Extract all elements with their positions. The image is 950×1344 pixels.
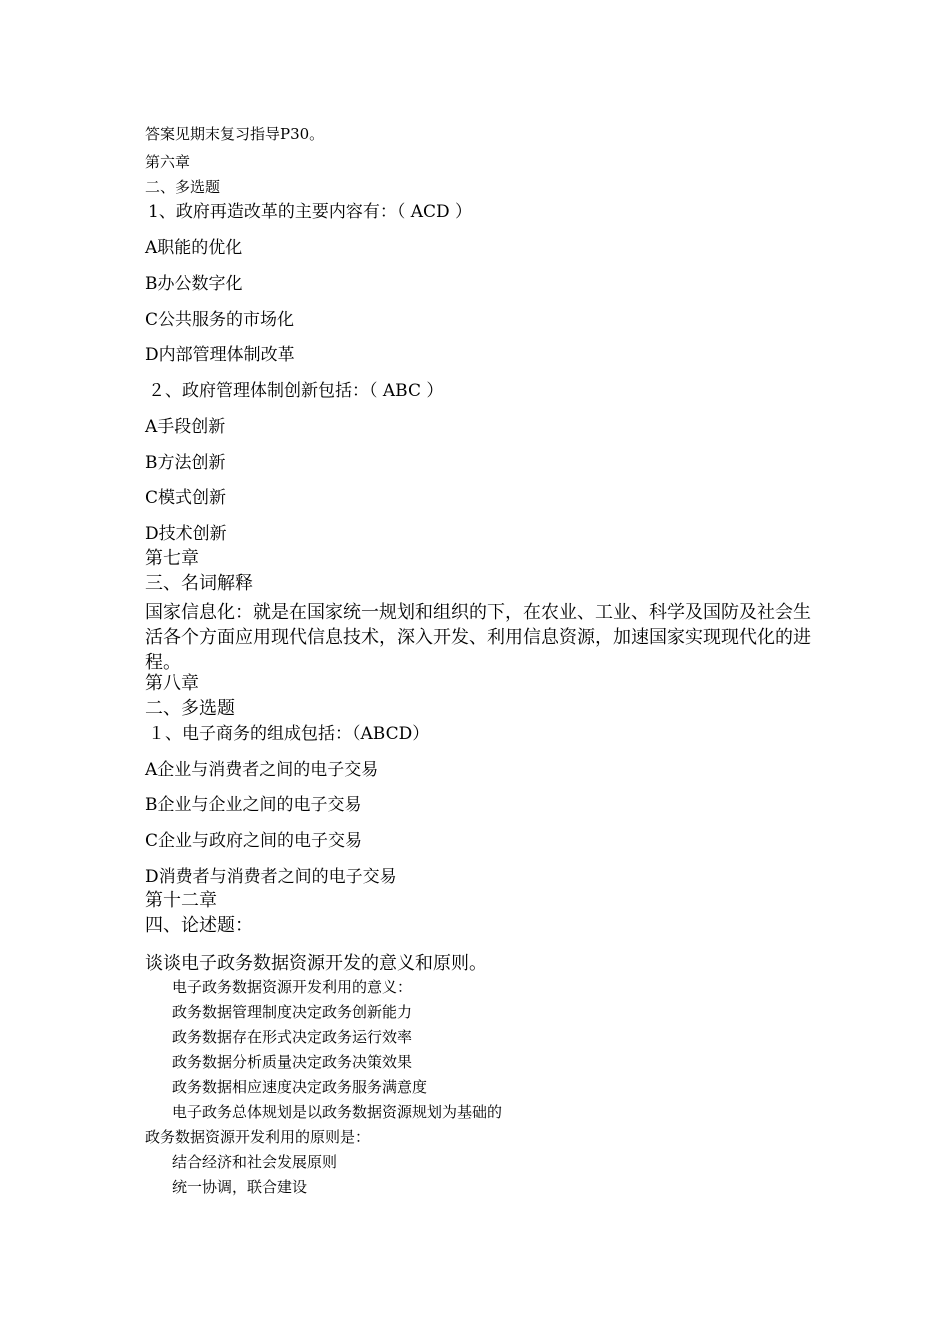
ch12-meaning-item: 政务数据管理制度决定政务创新能力: [172, 1003, 413, 1021]
chapter-12-title: 第十二章: [145, 890, 217, 911]
ch8-q1-option-d: D消费者与消费者之间的电子交易: [145, 867, 397, 887]
ch6-question-1: 1、政府再造改革的主要内容有：（ ACD ）: [148, 202, 473, 222]
ch6-q1-option-d: D内部管理体制改革: [145, 345, 295, 365]
chapter-8-title: 第八章: [145, 673, 199, 694]
chapter-8-section: 二、多选题: [145, 698, 235, 719]
ch6-q2-option-c: C模式创新: [145, 488, 227, 508]
ch6-q2-option-b: B方法创新: [145, 453, 226, 473]
ch12-principle-item: 统一协调，联合建设: [172, 1178, 308, 1196]
chapter-6-title: 第六章: [145, 153, 191, 171]
chapter-7-section: 三、名词解释: [145, 573, 253, 594]
ch8-q1-option-b: B企业与企业之间的电子交易: [145, 795, 362, 815]
ch12-meaning-item: 政务数据存在形式决定政务运行效率: [172, 1028, 413, 1046]
ch6-q1-option-a: A职能的优化: [145, 238, 243, 258]
ch12-meaning-item: 政务数据分析质量决定政务决策效果: [172, 1053, 413, 1071]
chapter-12-section: 四、论述题：: [145, 915, 253, 936]
ch7-definition: 国家信息化：就是在国家统一规划和组织的下，在农业、工业、科学及国防及社会生活各个方面应用现代信息技术，深入开发、利用信息资源，加速国家实现现代化的进程。: [145, 602, 811, 673]
ch6-q1-option-b: B办公数字化: [145, 274, 243, 294]
ch12-principle-heading: 政务数据资源开发利用的原则是：: [145, 1128, 371, 1146]
ch12-meaning-item: 政务数据相应速度决定政务服务满意度: [172, 1078, 428, 1096]
ch6-q2-option-d: D技术创新: [145, 524, 227, 544]
chapter-7-title: 第七章: [145, 548, 199, 569]
ch6-q2-option-a: A手段创新: [145, 417, 226, 437]
ch12-essay-question: 谈谈电子政务数据资源开发的意义和原则。: [145, 953, 487, 974]
ch12-meaning-heading: 电子政务数据资源开发利用的意义：: [172, 978, 413, 996]
chapter-6-section: 二、多选题: [145, 178, 221, 196]
ch8-q1-option-c: C企业与政府之间的电子交易: [145, 831, 363, 851]
ch12-meaning-item: 电子政务总体规划是以政务数据资源规划为基础的: [172, 1103, 503, 1121]
ch6-q1-option-c: C公共服务的市场化: [145, 310, 295, 330]
ch8-question-1: １、电子商务的组成包括：（ABCD）: [148, 724, 430, 744]
answer-note: 答案见期末复习指导P30。: [145, 125, 325, 143]
ch8-q1-option-a: A企业与消费者之间的电子交易: [145, 760, 379, 780]
ch12-principle-item: 结合经济和社会发展原则: [172, 1153, 338, 1171]
ch6-question-2: ２、政府管理体制创新包括：（ ABC ）: [148, 381, 444, 401]
